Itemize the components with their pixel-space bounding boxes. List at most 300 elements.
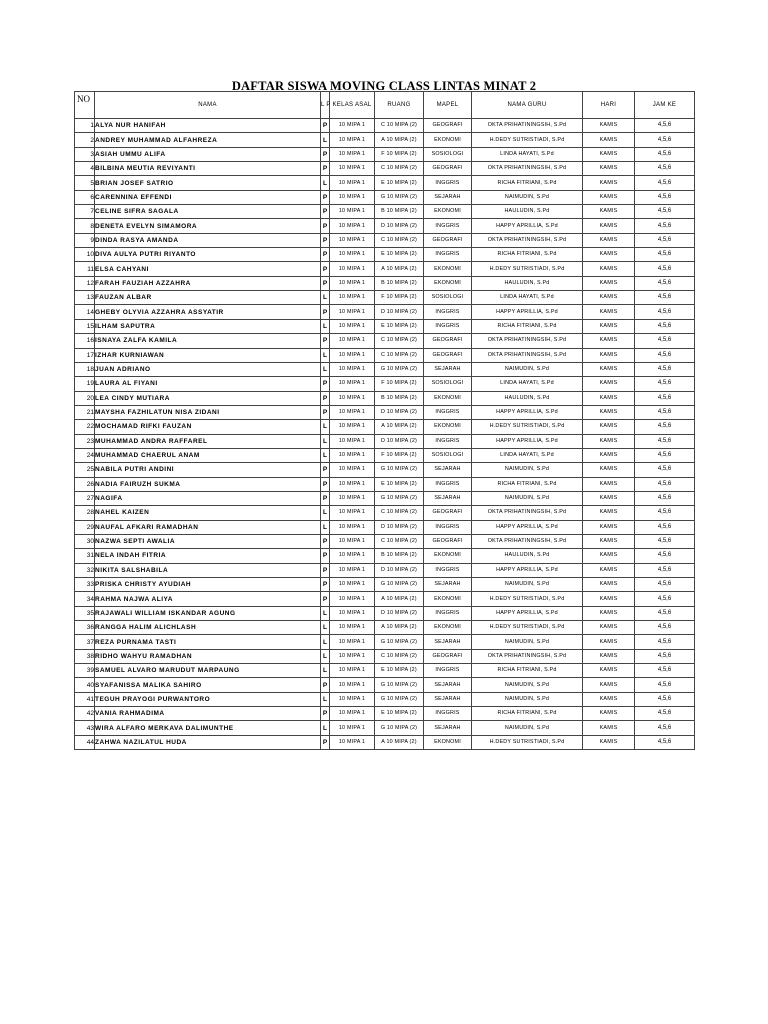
cell-mapel: GEOGRAFI bbox=[424, 506, 472, 520]
cell-no: 15 bbox=[75, 319, 95, 333]
cell-kelas-asal: 10 MIPA 1 bbox=[330, 735, 375, 749]
cell-lp: L bbox=[321, 635, 330, 649]
cell-nama: DIVA AULYA PUTRI RIYANTO bbox=[95, 248, 321, 262]
cell-nama-guru: NAIMUDIN, S.Pd bbox=[472, 692, 583, 706]
cell-hari: KAMIS bbox=[583, 707, 635, 721]
cell-no: 32 bbox=[75, 563, 95, 577]
cell-kelas-asal: 10 MIPA 1 bbox=[330, 133, 375, 147]
cell-kelas-asal: 10 MIPA 1 bbox=[330, 248, 375, 262]
cell-mapel: EKONOMI bbox=[424, 420, 472, 434]
cell-no: 11 bbox=[75, 262, 95, 276]
cell-no: 27 bbox=[75, 491, 95, 505]
cell-no: 24 bbox=[75, 448, 95, 462]
cell-nama: CELINE SIFRA SAGALA bbox=[95, 205, 321, 219]
cell-nama: ANDREY MUHAMMAD ALFAHREZA bbox=[95, 133, 321, 147]
cell-no: 35 bbox=[75, 606, 95, 620]
cell-no: 17 bbox=[75, 348, 95, 362]
cell-kelas-asal: 10 MIPA 1 bbox=[330, 477, 375, 491]
cell-hari: KAMIS bbox=[583, 205, 635, 219]
cell-hari: KAMIS bbox=[583, 434, 635, 448]
cell-kelas-asal: 10 MIPA 1 bbox=[330, 348, 375, 362]
table-row bbox=[75, 606, 695, 620]
cell-lp: P bbox=[321, 463, 330, 477]
cell-no: 25 bbox=[75, 463, 95, 477]
cell-ruang: B 10 MIPA (2) bbox=[375, 276, 424, 290]
cell-no: 7 bbox=[75, 205, 95, 219]
cell-lp: P bbox=[321, 276, 330, 290]
table-row bbox=[75, 692, 695, 706]
cell-ruang: D 10 MIPA (2) bbox=[375, 606, 424, 620]
cell-no: 16 bbox=[75, 334, 95, 348]
cell-mapel: INGGRIS bbox=[424, 434, 472, 448]
cell-hari: KAMIS bbox=[583, 219, 635, 233]
cell-nama: NIKITA SALSHABILA bbox=[95, 563, 321, 577]
table-row bbox=[75, 205, 695, 219]
cell-mapel: SEJARAH bbox=[424, 635, 472, 649]
cell-hari: KAMIS bbox=[583, 635, 635, 649]
cell-mapel: INGGRIS bbox=[424, 477, 472, 491]
cell-lp: P bbox=[321, 578, 330, 592]
table-row bbox=[75, 463, 695, 477]
cell-hari: KAMIS bbox=[583, 491, 635, 505]
table-row bbox=[75, 534, 695, 548]
cell-ruang: A 10 MIPA (2) bbox=[375, 420, 424, 434]
cell-no: 41 bbox=[75, 692, 95, 706]
cell-jam-ke: 4,5,6 bbox=[635, 147, 695, 161]
cell-mapel: SOSIOLOGI bbox=[424, 147, 472, 161]
cell-hari: KAMIS bbox=[583, 262, 635, 276]
cell-ruang: G 10 MIPA (2) bbox=[375, 491, 424, 505]
cell-no: 8 bbox=[75, 219, 95, 233]
cell-nama: CARENNINA EFFENDI bbox=[95, 190, 321, 204]
cell-no: 26 bbox=[75, 477, 95, 491]
table-row bbox=[75, 707, 695, 721]
cell-ruang: E 10 MIPA (2) bbox=[375, 477, 424, 491]
cell-jam-ke: 4,5,6 bbox=[635, 233, 695, 247]
cell-nama-guru: OKTA PRIHATININGSIH, S.Pd bbox=[472, 506, 583, 520]
cell-lp: L bbox=[321, 664, 330, 678]
table-row bbox=[75, 592, 695, 606]
cell-jam-ke: 4,5,6 bbox=[635, 405, 695, 419]
cell-nama: ISNAYA ZALFA KAMILA bbox=[95, 334, 321, 348]
cell-no: 13 bbox=[75, 291, 95, 305]
cell-nama-guru: HAPPY APRILLIA, S.Pd bbox=[472, 405, 583, 419]
cell-lp: P bbox=[321, 162, 330, 176]
cell-lp: L bbox=[321, 362, 330, 376]
cell-kelas-asal: 10 MIPA 1 bbox=[330, 664, 375, 678]
cell-mapel: INGGRIS bbox=[424, 319, 472, 333]
header-mapel: MAPEL bbox=[424, 92, 472, 119]
cell-no: 1 bbox=[75, 119, 95, 133]
cell-nama-guru: RICHA FITRIANI, S.Pd bbox=[472, 664, 583, 678]
cell-ruang: C 10 MIPA (2) bbox=[375, 162, 424, 176]
cell-nama-guru: LINDA HAYATI, S.Pd bbox=[472, 147, 583, 161]
cell-ruang: E 10 MIPA (2) bbox=[375, 707, 424, 721]
cell-no: 43 bbox=[75, 721, 95, 735]
cell-ruang: E 10 MIPA (2) bbox=[375, 176, 424, 190]
cell-ruang: D 10 MIPA (2) bbox=[375, 305, 424, 319]
cell-jam-ke: 4,5,6 bbox=[635, 305, 695, 319]
cell-mapel: SOSIOLOGI bbox=[424, 377, 472, 391]
cell-nama: MAYSHA FAZHILATUN NISA ZIDANI bbox=[95, 405, 321, 419]
cell-lp: L bbox=[321, 448, 330, 462]
cell-nama-guru: HAULUDIN, S.Pd bbox=[472, 276, 583, 290]
cell-jam-ke: 4,5,6 bbox=[635, 119, 695, 133]
cell-lp: P bbox=[321, 549, 330, 563]
cell-nama-guru: NAIMUDIN, S.Pd bbox=[472, 578, 583, 592]
table-row bbox=[75, 276, 695, 290]
cell-jam-ke: 4,5,6 bbox=[635, 592, 695, 606]
cell-kelas-asal: 10 MIPA 1 bbox=[330, 434, 375, 448]
cell-nama-guru: HAPPY APRILLIA, S.Pd bbox=[472, 563, 583, 577]
cell-nama-guru: NAIMUDIN, S.Pd bbox=[472, 678, 583, 692]
cell-ruang: D 10 MIPA (2) bbox=[375, 434, 424, 448]
cell-hari: KAMIS bbox=[583, 563, 635, 577]
table-row bbox=[75, 420, 695, 434]
cell-kelas-asal: 10 MIPA 1 bbox=[330, 635, 375, 649]
cell-no: 40 bbox=[75, 678, 95, 692]
table-row bbox=[75, 735, 695, 749]
cell-no: 10 bbox=[75, 248, 95, 262]
cell-nama-guru: H.DEDY SUTRISTIADI, S.Pd bbox=[472, 420, 583, 434]
table-row bbox=[75, 377, 695, 391]
cell-nama-guru: NAIMUDIN, S.Pd bbox=[472, 491, 583, 505]
cell-jam-ke: 4,5,6 bbox=[635, 362, 695, 376]
cell-ruang: A 10 MIPA (2) bbox=[375, 735, 424, 749]
cell-lp: P bbox=[321, 707, 330, 721]
cell-nama: ALYA NUR HANIFAH bbox=[95, 119, 321, 133]
cell-nama-guru: NAIMUDIN, S.Pd bbox=[472, 721, 583, 735]
cell-kelas-asal: 10 MIPA 1 bbox=[330, 721, 375, 735]
cell-kelas-asal: 10 MIPA 1 bbox=[330, 463, 375, 477]
cell-lp: P bbox=[321, 334, 330, 348]
cell-nama: LAURA AL FIYANI bbox=[95, 377, 321, 391]
table-row bbox=[75, 305, 695, 319]
cell-lp: P bbox=[321, 391, 330, 405]
cell-kelas-asal: 10 MIPA 1 bbox=[330, 491, 375, 505]
cell-ruang: G 10 MIPA (2) bbox=[375, 362, 424, 376]
header-ruang: RUANG bbox=[375, 92, 424, 119]
cell-ruang: B 10 MIPA (2) bbox=[375, 391, 424, 405]
cell-nama-guru: RICHA FITRIANI, S.Pd bbox=[472, 176, 583, 190]
cell-nama: NAZWA SEPTI AWALIA bbox=[95, 534, 321, 548]
cell-nama-guru: RICHA FITRIANI, S.Pd bbox=[472, 707, 583, 721]
cell-hari: KAMIS bbox=[583, 119, 635, 133]
cell-lp: L bbox=[321, 133, 330, 147]
cell-no: 39 bbox=[75, 664, 95, 678]
cell-no: 28 bbox=[75, 506, 95, 520]
table-row bbox=[75, 434, 695, 448]
cell-nama: FARAH FAUZIAH AZZAHRA bbox=[95, 276, 321, 290]
cell-mapel: EKONOMI bbox=[424, 133, 472, 147]
cell-hari: KAMIS bbox=[583, 362, 635, 376]
cell-jam-ke: 4,5,6 bbox=[635, 549, 695, 563]
cell-ruang: C 10 MIPA (2) bbox=[375, 348, 424, 362]
table-row bbox=[75, 291, 695, 305]
cell-lp: P bbox=[321, 534, 330, 548]
cell-no: 37 bbox=[75, 635, 95, 649]
cell-lp: P bbox=[321, 592, 330, 606]
cell-lp: L bbox=[321, 721, 330, 735]
cell-jam-ke: 4,5,6 bbox=[635, 205, 695, 219]
cell-nama: RAHMA NAJWA ALIYA bbox=[95, 592, 321, 606]
cell-jam-ke: 4,5,6 bbox=[635, 692, 695, 706]
cell-mapel: INGGRIS bbox=[424, 248, 472, 262]
cell-jam-ke: 4,5,6 bbox=[635, 391, 695, 405]
cell-hari: KAMIS bbox=[583, 534, 635, 548]
cell-ruang: F 10 MIPA (2) bbox=[375, 377, 424, 391]
cell-kelas-asal: 10 MIPA 1 bbox=[330, 119, 375, 133]
cell-ruang: G 10 MIPA (2) bbox=[375, 635, 424, 649]
cell-nama: NAHEL KAIZEN bbox=[95, 506, 321, 520]
cell-hari: KAMIS bbox=[583, 463, 635, 477]
cell-mapel: INGGRIS bbox=[424, 405, 472, 419]
cell-ruang: B 10 MIPA (2) bbox=[375, 205, 424, 219]
cell-nama: RAJAWALI WILLIAM ISKANDAR AGUNG bbox=[95, 606, 321, 620]
cell-nama-guru: RICHA FITRIANI, S.Pd bbox=[472, 477, 583, 491]
cell-nama: BRIAN JOSEF SATRIO bbox=[95, 176, 321, 190]
cell-jam-ke: 4,5,6 bbox=[635, 578, 695, 592]
cell-no: 22 bbox=[75, 420, 95, 434]
table-row bbox=[75, 678, 695, 692]
cell-no: 38 bbox=[75, 649, 95, 663]
cell-ruang: C 10 MIPA (2) bbox=[375, 506, 424, 520]
table-row bbox=[75, 133, 695, 147]
cell-nama: TEGUH PRAYOGI PURWANTORO bbox=[95, 692, 321, 706]
cell-nama-guru: OKTA PRIHATININGSIH, S.Pd bbox=[472, 334, 583, 348]
cell-nama: ELSA CAHYANI bbox=[95, 262, 321, 276]
cell-jam-ke: 4,5,6 bbox=[635, 190, 695, 204]
cell-kelas-asal: 10 MIPA 1 bbox=[330, 377, 375, 391]
cell-nama: REZA PURNAMA TASTI bbox=[95, 635, 321, 649]
cell-nama: NADIA FAIRUZH SUKMA bbox=[95, 477, 321, 491]
cell-nama: PRISKA CHRISTY AYUDIAH bbox=[95, 578, 321, 592]
header-nama-guru: NAMA GURU bbox=[472, 92, 583, 119]
cell-lp: P bbox=[321, 147, 330, 161]
cell-nama-guru: RICHA FITRIANI, S.Pd bbox=[472, 248, 583, 262]
cell-hari: KAMIS bbox=[583, 176, 635, 190]
cell-jam-ke: 4,5,6 bbox=[635, 477, 695, 491]
cell-jam-ke: 4,5,6 bbox=[635, 721, 695, 735]
cell-hari: KAMIS bbox=[583, 319, 635, 333]
cell-nama: LEA CINDY MUTIARA bbox=[95, 391, 321, 405]
cell-kelas-asal: 10 MIPA 1 bbox=[330, 176, 375, 190]
cell-nama: NAGIFA bbox=[95, 491, 321, 505]
header-hari: HARI bbox=[583, 92, 635, 119]
cell-lp: L bbox=[321, 692, 330, 706]
cell-nama-guru: LINDA HAYATI, S.Pd bbox=[472, 448, 583, 462]
cell-nama-guru: OKTA PRIHATININGSIH, S.Pd bbox=[472, 162, 583, 176]
cell-kelas-asal: 10 MIPA 1 bbox=[330, 592, 375, 606]
cell-hari: KAMIS bbox=[583, 649, 635, 663]
cell-mapel: SEJARAH bbox=[424, 190, 472, 204]
cell-no: 2 bbox=[75, 133, 95, 147]
cell-hari: KAMIS bbox=[583, 592, 635, 606]
cell-nama-guru: HAPPY APRILLIA, S.Pd bbox=[472, 520, 583, 534]
cell-nama-guru: OKTA PRIHATININGSIH, S.Pd bbox=[472, 233, 583, 247]
cell-nama-guru: NAIMUDIN, S.Pd bbox=[472, 190, 583, 204]
cell-kelas-asal: 10 MIPA 1 bbox=[330, 578, 375, 592]
cell-no: 33 bbox=[75, 578, 95, 592]
cell-lp: P bbox=[321, 119, 330, 133]
cell-mapel: GEOGRAFI bbox=[424, 534, 472, 548]
table-row bbox=[75, 721, 695, 735]
cell-mapel: EKONOMI bbox=[424, 205, 472, 219]
cell-ruang: G 10 MIPA (2) bbox=[375, 190, 424, 204]
cell-nama: MUHAMMAD CHAERUL ANAM bbox=[95, 448, 321, 462]
table-row bbox=[75, 448, 695, 462]
cell-jam-ke: 4,5,6 bbox=[635, 348, 695, 362]
cell-hari: KAMIS bbox=[583, 448, 635, 462]
cell-mapel: SEJARAH bbox=[424, 362, 472, 376]
cell-kelas-asal: 10 MIPA 1 bbox=[330, 362, 375, 376]
cell-jam-ke: 4,5,6 bbox=[635, 248, 695, 262]
cell-lp: P bbox=[321, 377, 330, 391]
cell-jam-ke: 4,5,6 bbox=[635, 420, 695, 434]
cell-hari: KAMIS bbox=[583, 147, 635, 161]
cell-kelas-asal: 10 MIPA 1 bbox=[330, 205, 375, 219]
cell-lp: L bbox=[321, 319, 330, 333]
cell-kelas-asal: 10 MIPA 1 bbox=[330, 534, 375, 548]
header-no: NO bbox=[75, 92, 95, 119]
cell-lp: P bbox=[321, 563, 330, 577]
cell-ruang: C 10 MIPA (2) bbox=[375, 119, 424, 133]
cell-mapel: INGGRIS bbox=[424, 563, 472, 577]
cell-ruang: A 10 MIPA (2) bbox=[375, 133, 424, 147]
cell-jam-ke: 4,5,6 bbox=[635, 506, 695, 520]
cell-no: 6 bbox=[75, 190, 95, 204]
cell-nama-guru: LINDA HAYATI, S.Pd bbox=[472, 291, 583, 305]
cell-mapel: EKONOMI bbox=[424, 735, 472, 749]
cell-mapel: GEOGRAFI bbox=[424, 162, 472, 176]
cell-nama-guru: H.DEDY SUTRISTIADI, S.Pd bbox=[472, 735, 583, 749]
cell-nama-guru: HAULUDIN, S.Pd bbox=[472, 391, 583, 405]
table-row bbox=[75, 362, 695, 376]
cell-ruang: G 10 MIPA (2) bbox=[375, 721, 424, 735]
cell-mapel: SEJARAH bbox=[424, 721, 472, 735]
cell-mapel: GEOGRAFI bbox=[424, 233, 472, 247]
cell-no: 14 bbox=[75, 305, 95, 319]
cell-nama-guru: HAPPY APRILLIA, S.Pd bbox=[472, 606, 583, 620]
cell-nama-guru: HAULUDIN, S.Pd bbox=[472, 549, 583, 563]
cell-lp: L bbox=[321, 434, 330, 448]
cell-lp: L bbox=[321, 420, 330, 434]
table-row bbox=[75, 621, 695, 635]
cell-jam-ke: 4,5,6 bbox=[635, 520, 695, 534]
cell-ruang: A 10 MIPA (2) bbox=[375, 262, 424, 276]
table-row bbox=[75, 119, 695, 133]
cell-mapel: GEOGRAFI bbox=[424, 119, 472, 133]
cell-kelas-asal: 10 MIPA 1 bbox=[330, 219, 375, 233]
cell-no: 9 bbox=[75, 233, 95, 247]
cell-kelas-asal: 10 MIPA 1 bbox=[330, 276, 375, 290]
cell-kelas-asal: 10 MIPA 1 bbox=[330, 334, 375, 348]
cell-no: 36 bbox=[75, 621, 95, 635]
table-row bbox=[75, 405, 695, 419]
table-body bbox=[75, 119, 695, 750]
cell-jam-ke: 4,5,6 bbox=[635, 635, 695, 649]
cell-mapel: GEOGRAFI bbox=[424, 649, 472, 663]
cell-mapel: EKONOMI bbox=[424, 549, 472, 563]
cell-kelas-asal: 10 MIPA 1 bbox=[330, 162, 375, 176]
cell-nama: WIRA ALFARO MERKAVA DALIMUNTHE bbox=[95, 721, 321, 735]
cell-ruang: B 10 MIPA (2) bbox=[375, 549, 424, 563]
cell-ruang: C 10 MIPA (2) bbox=[375, 334, 424, 348]
cell-lp: L bbox=[321, 176, 330, 190]
cell-jam-ke: 4,5,6 bbox=[635, 621, 695, 635]
header-lp: L P bbox=[321, 92, 330, 119]
cell-mapel: INGGRIS bbox=[424, 606, 472, 620]
cell-mapel: SEJARAH bbox=[424, 491, 472, 505]
cell-kelas-asal: 10 MIPA 1 bbox=[330, 621, 375, 635]
cell-kelas-asal: 10 MIPA 1 bbox=[330, 405, 375, 419]
table-row bbox=[75, 578, 695, 592]
cell-hari: KAMIS bbox=[583, 477, 635, 491]
cell-ruang: F 10 MIPA (2) bbox=[375, 147, 424, 161]
cell-ruang: G 10 MIPA (2) bbox=[375, 463, 424, 477]
header-kelas-asal: KELAS ASAL bbox=[330, 92, 375, 119]
cell-nama: MUHAMMAD ANDRA RAFFAREL bbox=[95, 434, 321, 448]
cell-hari: KAMIS bbox=[583, 162, 635, 176]
cell-jam-ke: 4,5,6 bbox=[635, 162, 695, 176]
cell-nama: IZHAR KURNIAWAN bbox=[95, 348, 321, 362]
cell-lp: P bbox=[321, 262, 330, 276]
cell-hari: KAMIS bbox=[583, 391, 635, 405]
cell-jam-ke: 4,5,6 bbox=[635, 276, 695, 290]
cell-nama: VANIA RAHMADIMA bbox=[95, 707, 321, 721]
cell-nama-guru: NAIMUDIN, S.Pd bbox=[472, 362, 583, 376]
cell-no: 18 bbox=[75, 362, 95, 376]
cell-mapel: SOSIOLOGI bbox=[424, 291, 472, 305]
cell-jam-ke: 4,5,6 bbox=[635, 563, 695, 577]
cell-hari: KAMIS bbox=[583, 190, 635, 204]
cell-kelas-asal: 10 MIPA 1 bbox=[330, 319, 375, 333]
cell-nama-guru: HAPPY APRILLIA, S.Pd bbox=[472, 219, 583, 233]
cell-kelas-asal: 10 MIPA 1 bbox=[330, 692, 375, 706]
cell-hari: KAMIS bbox=[583, 664, 635, 678]
table-row bbox=[75, 233, 695, 247]
cell-jam-ke: 4,5,6 bbox=[635, 176, 695, 190]
cell-nama-guru: LINDA HAYATI, S.Pd bbox=[472, 377, 583, 391]
cell-mapel: EKONOMI bbox=[424, 621, 472, 635]
cell-nama-guru: NAIMUDIN, S.Pd bbox=[472, 463, 583, 477]
cell-no: 19 bbox=[75, 377, 95, 391]
cell-mapel: INGGRIS bbox=[424, 219, 472, 233]
cell-nama-guru: HAPPY APRILLIA, S.Pd bbox=[472, 434, 583, 448]
cell-hari: KAMIS bbox=[583, 276, 635, 290]
cell-nama: NABILA PUTRI ANDINI bbox=[95, 463, 321, 477]
cell-jam-ke: 4,5,6 bbox=[635, 463, 695, 477]
cell-lp: P bbox=[321, 305, 330, 319]
cell-hari: KAMIS bbox=[583, 348, 635, 362]
cell-lp: P bbox=[321, 233, 330, 247]
cell-nama: ASIAH UMMU ALIFA bbox=[95, 147, 321, 161]
cell-no: 34 bbox=[75, 592, 95, 606]
table-row bbox=[75, 162, 695, 176]
table-row bbox=[75, 147, 695, 161]
table-row bbox=[75, 348, 695, 362]
cell-kelas-asal: 10 MIPA 1 bbox=[330, 391, 375, 405]
cell-jam-ke: 4,5,6 bbox=[635, 262, 695, 276]
cell-nama-guru: H.DEDY SUTRISTIADI, S.Pd bbox=[472, 262, 583, 276]
cell-no: 23 bbox=[75, 434, 95, 448]
cell-hari: KAMIS bbox=[583, 405, 635, 419]
cell-no: 3 bbox=[75, 147, 95, 161]
cell-mapel: SEJARAH bbox=[424, 463, 472, 477]
table-row bbox=[75, 190, 695, 204]
table-row bbox=[75, 520, 695, 534]
cell-mapel: SEJARAH bbox=[424, 692, 472, 706]
